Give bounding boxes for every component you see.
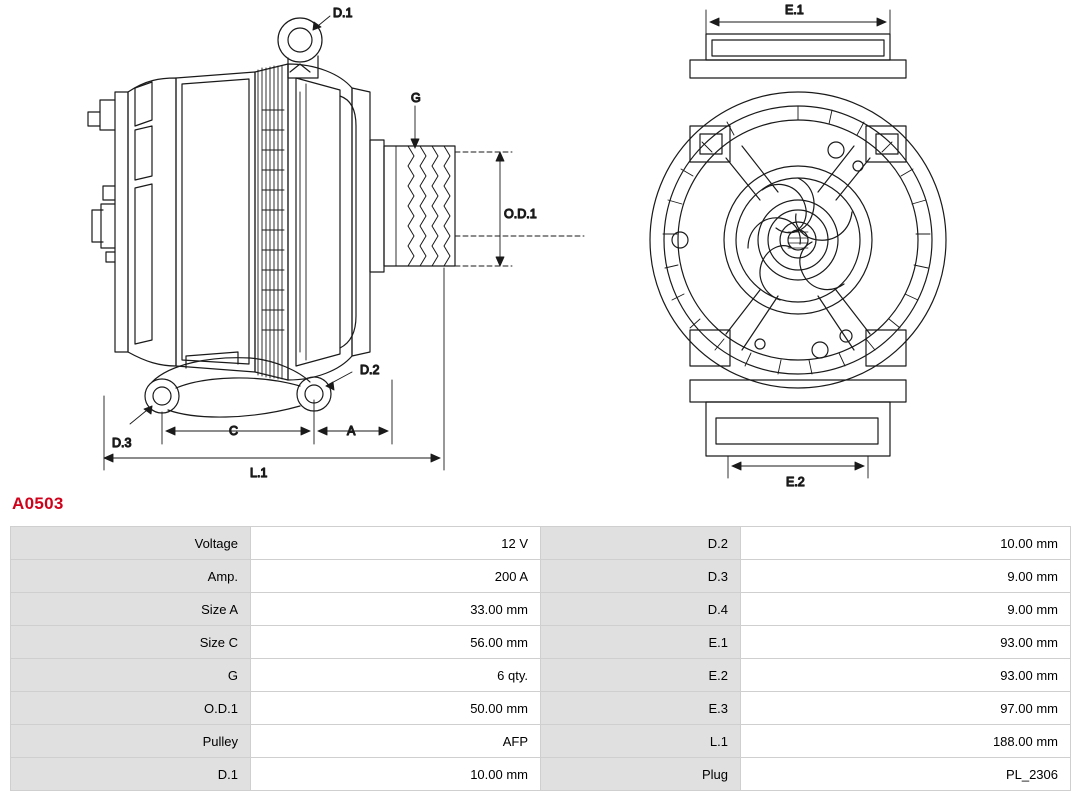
part-number: A0503 bbox=[12, 494, 64, 513]
spec-key: Plug bbox=[541, 758, 741, 791]
front-fan bbox=[724, 166, 872, 314]
spec-value: 97.00 mm bbox=[741, 692, 1071, 725]
label-c: C bbox=[229, 424, 239, 438]
spec-value: 6 qty. bbox=[251, 659, 541, 692]
spec-value: 12 V bbox=[251, 527, 541, 560]
label-l1: L.1 bbox=[250, 466, 268, 480]
front-mount-plates bbox=[690, 34, 906, 456]
spec-key: E.3 bbox=[541, 692, 741, 725]
spec-value: 9.00 mm bbox=[741, 560, 1071, 593]
label-a: A bbox=[347, 424, 356, 438]
table-row bbox=[11, 725, 1071, 758]
spec-value: 93.00 mm bbox=[741, 659, 1071, 692]
table-row bbox=[11, 758, 1071, 791]
stator-stack bbox=[176, 64, 288, 380]
table-row bbox=[11, 527, 1071, 560]
spec-value: AFP bbox=[251, 725, 541, 758]
spec-key: L.1 bbox=[541, 725, 741, 758]
spec-key: G bbox=[11, 659, 251, 692]
front-housing-ring bbox=[650, 92, 946, 388]
table-row bbox=[11, 593, 1071, 626]
spec-value: 10.00 mm bbox=[251, 758, 541, 791]
label-d3: D.3 bbox=[112, 436, 132, 450]
spec-key: Size A bbox=[11, 593, 251, 626]
table-row bbox=[11, 626, 1071, 659]
spec-value: 93.00 mm bbox=[741, 626, 1071, 659]
spec-key: D.3 bbox=[541, 560, 741, 593]
spec-key: D.1 bbox=[11, 758, 251, 791]
spec-key: D.2 bbox=[541, 527, 741, 560]
spec-value: 56.00 mm bbox=[251, 626, 541, 659]
specification-table bbox=[10, 526, 1071, 791]
spec-table-body bbox=[11, 527, 1071, 791]
front-view-group bbox=[650, 3, 946, 489]
spec-key: O.D.1 bbox=[11, 692, 251, 725]
spec-key: Pulley bbox=[11, 725, 251, 758]
label-d2: D.2 bbox=[360, 363, 380, 377]
spec-key: E.2 bbox=[541, 659, 741, 692]
pulley bbox=[370, 140, 455, 272]
spec-key: D.4 bbox=[541, 593, 741, 626]
spec-key: Voltage bbox=[11, 527, 251, 560]
table-row bbox=[11, 560, 1071, 593]
label-e1: E.1 bbox=[785, 3, 804, 17]
rear-housing bbox=[88, 78, 176, 366]
label-d1: D.1 bbox=[333, 6, 353, 20]
spec-key: Amp. bbox=[11, 560, 251, 593]
table-row bbox=[11, 659, 1071, 692]
spec-key: Size C bbox=[11, 626, 251, 659]
spec-value: 188.00 mm bbox=[741, 725, 1071, 758]
spec-value: 10.00 mm bbox=[741, 527, 1071, 560]
label-e2: E.2 bbox=[786, 475, 805, 489]
label-od1: O.D.1 bbox=[504, 207, 537, 221]
table-row bbox=[11, 692, 1071, 725]
spec-value: 9.00 mm bbox=[741, 593, 1071, 626]
spec-key: E.1 bbox=[541, 626, 741, 659]
spec-value: 50.00 mm bbox=[251, 692, 541, 725]
spec-value: PL_2306 bbox=[741, 758, 1071, 791]
spec-value: 200 A bbox=[251, 560, 541, 593]
front-bolt-holes bbox=[672, 142, 863, 358]
spec-value: 33.00 mm bbox=[251, 593, 541, 626]
front-spider-arms bbox=[690, 126, 906, 366]
label-g: G bbox=[411, 91, 421, 105]
side-view-group bbox=[88, 6, 584, 480]
